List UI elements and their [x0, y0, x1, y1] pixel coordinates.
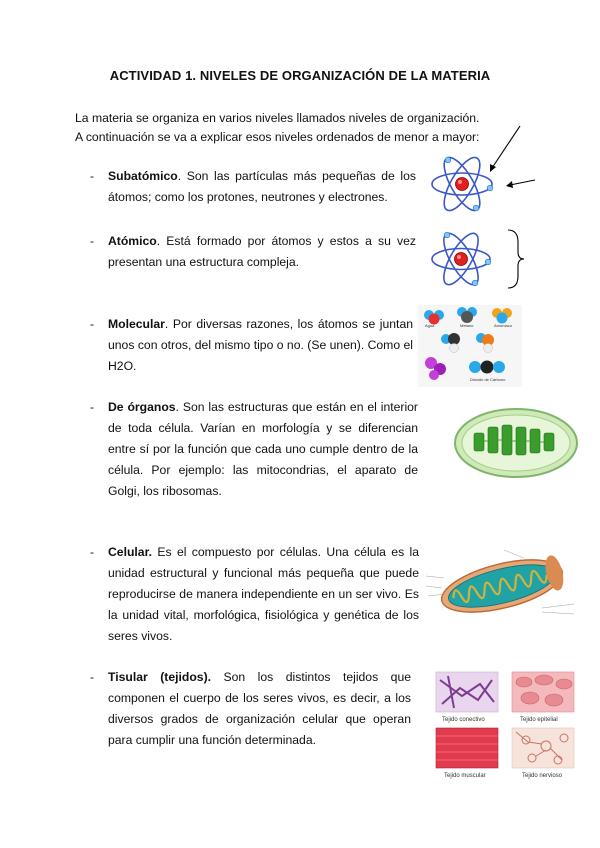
molecule-label-ammonia: Amoníaco	[494, 323, 513, 328]
tissue-label-connective: Tejido conectivo	[442, 717, 485, 723]
molecular-text: Molecular. Por diversas razones, los átomos se juntan unos con otros, del mismo tipo o no. (Se unen). Como el H2O.	[108, 317, 413, 373]
tissues-figure	[432, 670, 578, 782]
term-subatomic: Subatómico	[108, 169, 178, 183]
molecule-label-methane: Metano	[460, 323, 474, 328]
mitochondrion-figure	[424, 548, 576, 620]
cellular-description: Es el compuesto por células. Una célula es la unidad estructural y funcional más pequeña que puede reproducirse de manera independiente en un ser vivo. Es la unidad vital, morfológica, fisiológica y genética de los seres vivos.	[108, 545, 419, 643]
tissue-text	[108, 667, 411, 751]
term-cellular: Celular.	[108, 545, 153, 559]
organelles-description: Son las estructuras que están en el interior de toda célula. Varían en morfología y se diferencian entre sí por la función que cada uno cumple dentro de la célula. Por ejemplo: las mitocondrias, el aparato de Golgi, los ribosomas.	[108, 400, 418, 498]
intro-line-2: A continuación se va a explicar esos niveles ordenados de menor a mayor:	[75, 130, 480, 144]
molecule-label-co2: Dióxido de Carbono	[470, 377, 506, 382]
subatomic-text: Subatómico. Son las partículas más pequeñas de los átomos; como los protones, neutrones y electrones.	[108, 169, 416, 204]
molecular-description: Por diversas razones, los átomos se juntan unos con otros, del mismo tipo o no. (Se unen). Como el H2O.	[108, 317, 413, 373]
tissue-label-nervous: Tejido nervioso	[522, 773, 563, 779]
organelle-figure	[452, 403, 580, 483]
bullet-dash: -	[90, 234, 95, 248]
intro-line-1: La materia se organiza en varios niveles llamados niveles de organización.	[75, 111, 480, 125]
bullet-dash: -	[90, 317, 95, 331]
bullet-dash: -	[90, 670, 95, 684]
molecules-figure	[418, 305, 522, 387]
subatomic-description: Son las partículas más pequeñas de los átomos; como los protones, neutrones y electrones.	[108, 169, 416, 204]
cellular-text	[108, 542, 419, 647]
tissue-label-epithelial: Tejido epitelial	[520, 717, 558, 723]
organelles-text: De órganos. Son las estructuras que están en el interior de toda célula. Varían en morfología y se diferencian entre sí por la función que cada uno cumple dentro de la célula. Por ejemplo: las mitocondrias, el aparato de Golgi, los ribosomas.	[108, 400, 418, 498]
tissue-description: Son los distintos tejidos que componen el cuerpo de los seres vivos, es decir, a los diversos grados de organización celular que operan para cumplir una función determinada.	[108, 670, 412, 747]
term-atomic: Atómico	[108, 234, 157, 248]
bullet-dash: -	[90, 169, 95, 183]
term-molecular: Molecular	[108, 317, 165, 331]
atomic-text: Atómico. Está formado por átomos y estos a su vez presentan una estructura compleja.	[108, 234, 416, 269]
molecule-label-water: Agua	[425, 323, 435, 328]
bullet-dash: -	[90, 545, 95, 559]
page-title: ACTIVIDAD 1. NIVELES DE ORGANIZACIÓN DE LA MATERIA	[109, 68, 491, 83]
atom-figure	[428, 224, 528, 294]
subatomic-atom-figure	[428, 118, 558, 223]
atomic-description: Está formado por átomos y estos a su vez presentan una estructura compleja.	[108, 234, 416, 269]
term-tissue: Tisular (tejidos).	[108, 670, 212, 684]
tissue-label-muscular: Tejido muscular	[444, 773, 486, 779]
term-organelles: De órganos	[108, 400, 176, 414]
bullet-dash: -	[90, 400, 95, 414]
